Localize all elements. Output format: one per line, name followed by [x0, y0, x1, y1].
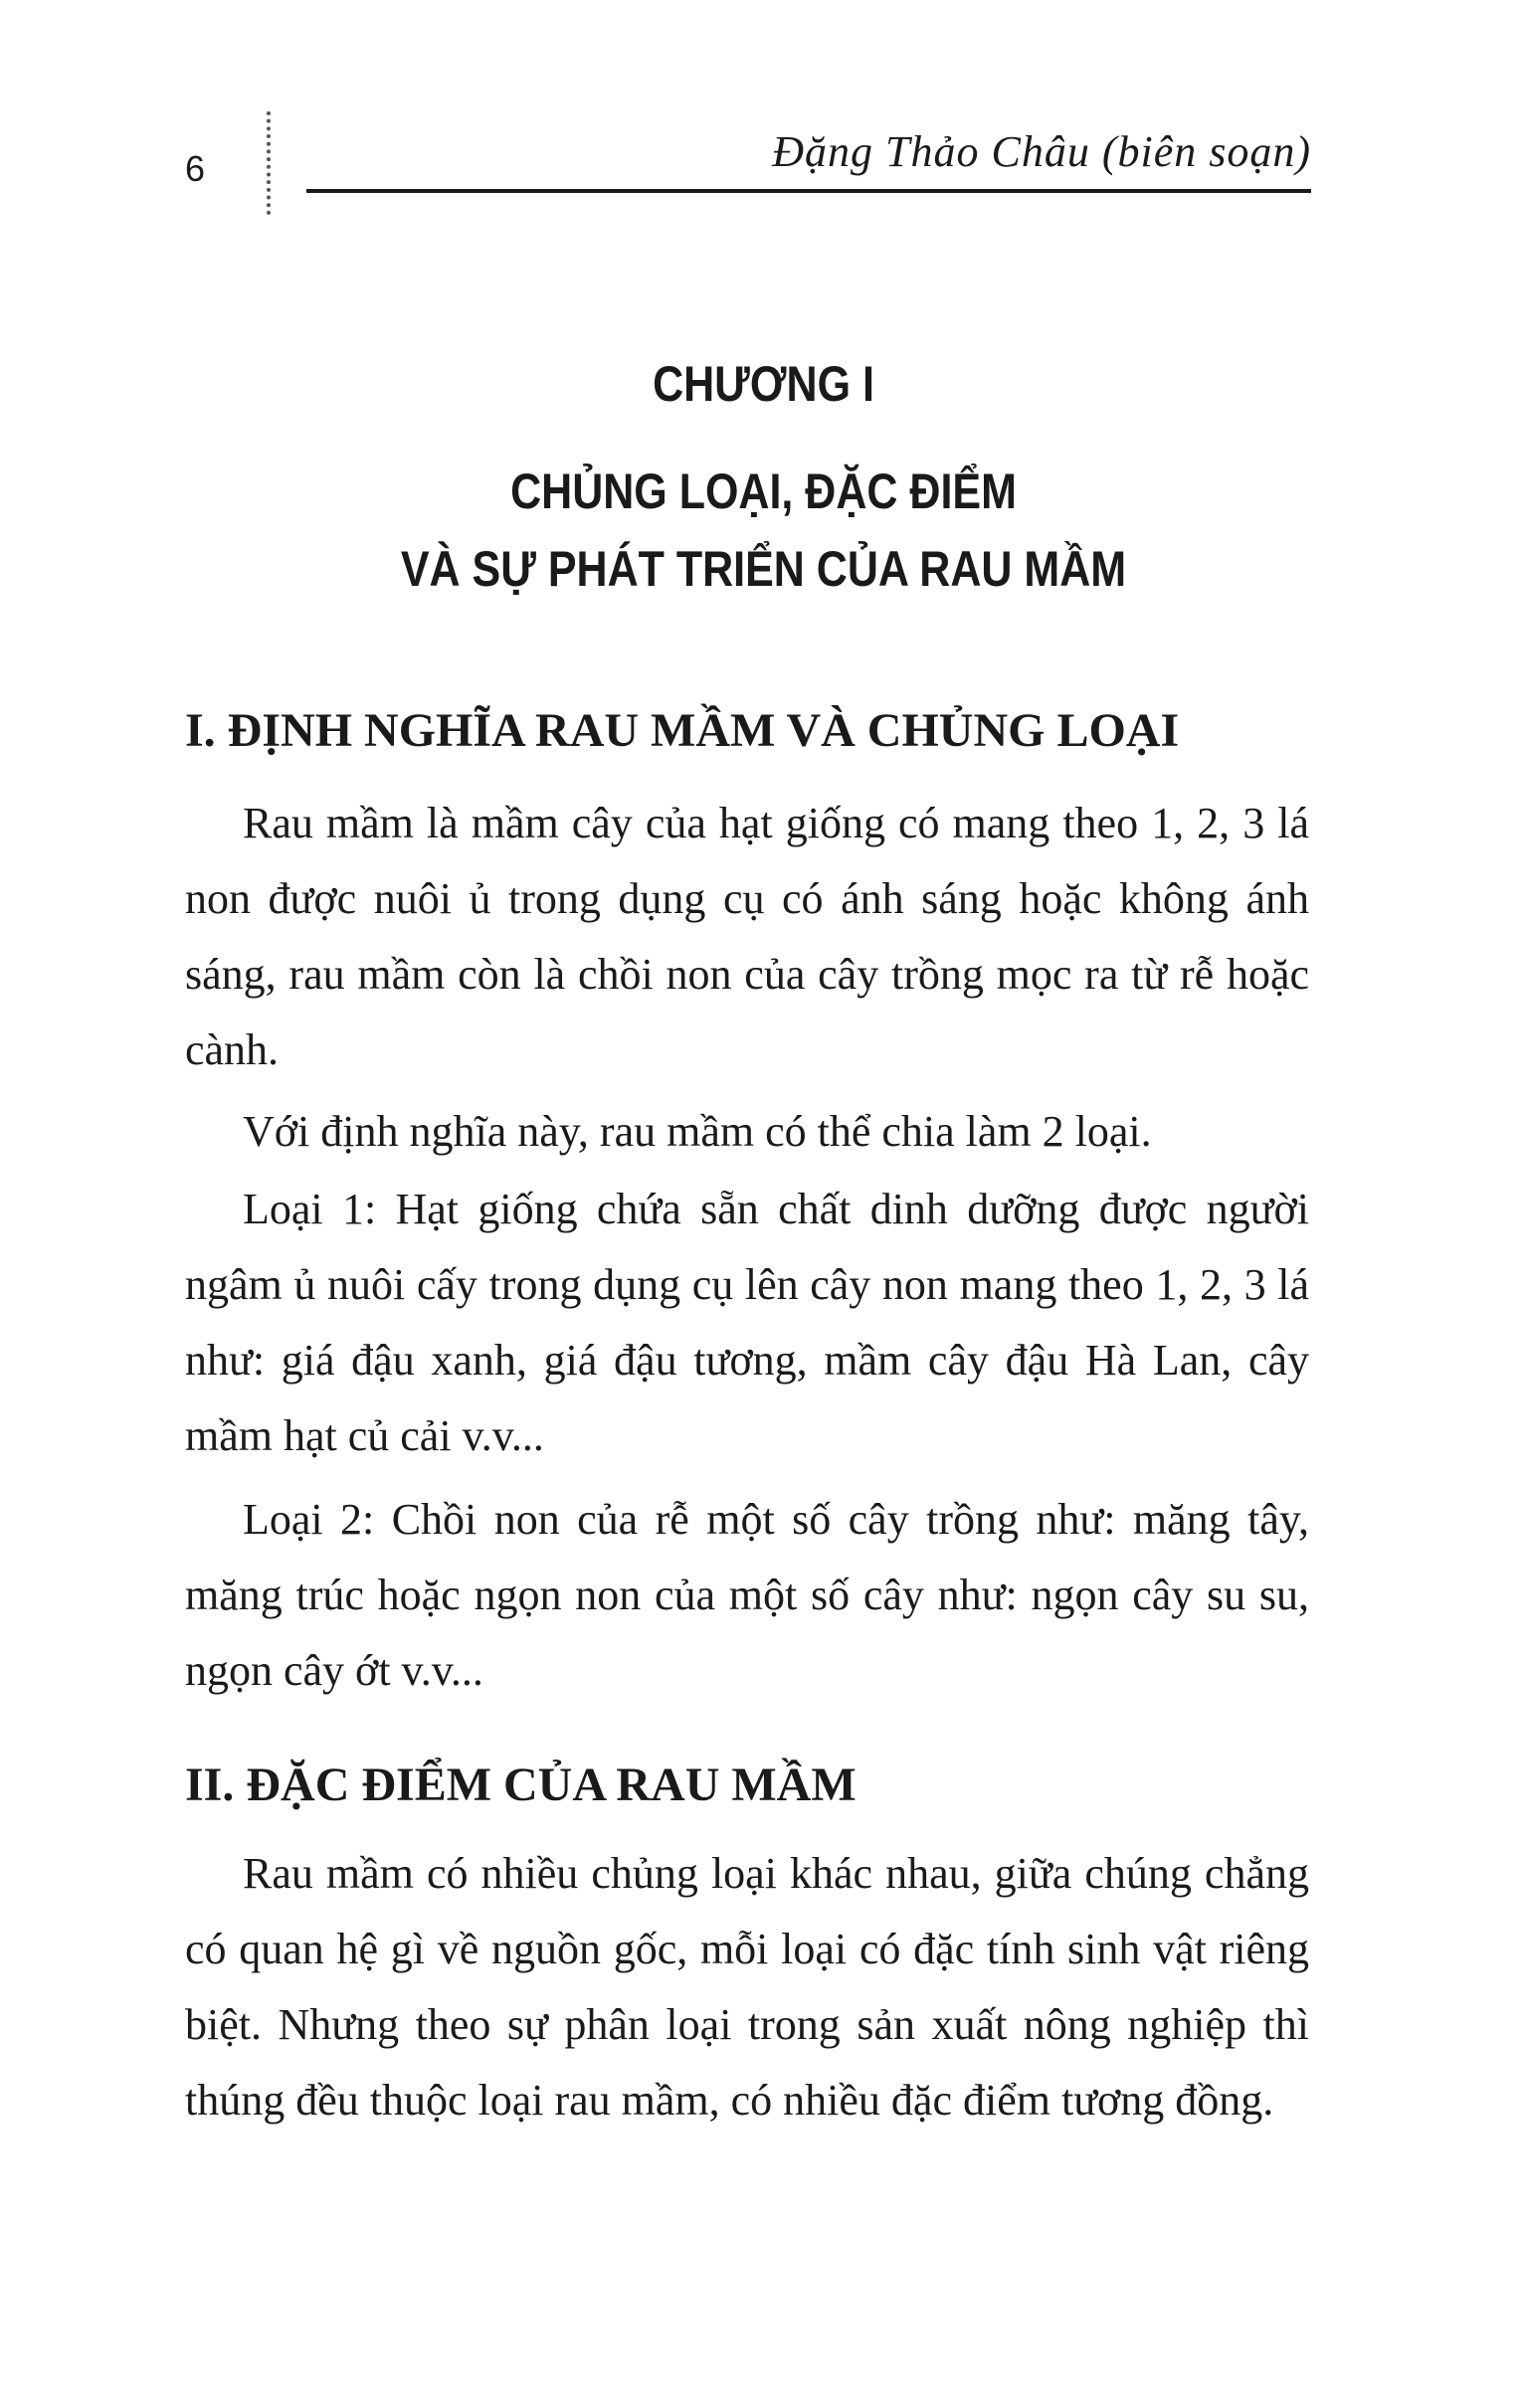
- chapter-title: [106, 453, 1420, 608]
- chapter-title-line-1: CHỦNG LOẠI, ĐẶC ĐIỂM: [510, 463, 1017, 519]
- section-heading-2: II. ĐẶC ĐIỂM CỦA RAU MẦM: [185, 1759, 857, 1811]
- paragraph-1: Rau mầm là mầm cây của hạt giống có mang theo 1, 2, 3 lá non được nuôi ủ trong dụng cụ có ánh sáng hoặc không ánh sáng, rau mầm còn là chồi non của cây trồng mọc ra từ rễ hoặc cành.: [185, 799, 1309, 1074]
- header-rule: [306, 189, 1311, 193]
- running-header-author: Đặng Thảo Châu (biên soạn): [772, 127, 1311, 176]
- paragraph-2: Với định nghĩa này, rau mầm có thể chia làm 2 loại.: [243, 1107, 1152, 1156]
- page-number: 6: [185, 148, 206, 189]
- paragraph-4: Loại 2: Chồi non của rễ một số cây trồng như: măng tây, măng trúc hoặc ngọn non của một số cây như: ngọn cây su su, ngọn cây ớt v.v...: [185, 1495, 1309, 1695]
- paragraph-5: Rau mầm có nhiều chủng loại khác nhau, giữa chúng chẳng có quan hệ gì về nguồn gốc, mỗi loại có đặc tính sinh vật riêng biệt. Nhưng theo sự phân loại trong sản xuất nông nghiệp thì thúng đều thuộc loại rau mầm, có nhiều đặc điểm tương đồng.: [185, 1849, 1309, 2125]
- header-dotted-divider: [267, 111, 271, 215]
- chapter-title-line-2: VÀ SỰ PHÁT TRIỂN CỦA RAU MẦM: [400, 541, 1127, 597]
- chapter-label: CHƯƠNG I: [653, 356, 874, 412]
- section-heading-1: I. ĐỊNH NGHĨA RAU MẦM VÀ CHỦNG LOẠI: [185, 704, 1180, 757]
- paragraph-3: Loại 1: Hạt giống chứa sẵn chất dinh dưỡng được người ngâm ủ nuôi cấy trong dụng cụ lên cây non mang theo 1, 2, 3 lá như: giá đậu xanh, giá đậu tương, mầm cây đậu Hà Lan, cây mầm hạt củ cải v.v...: [185, 1185, 1309, 1460]
